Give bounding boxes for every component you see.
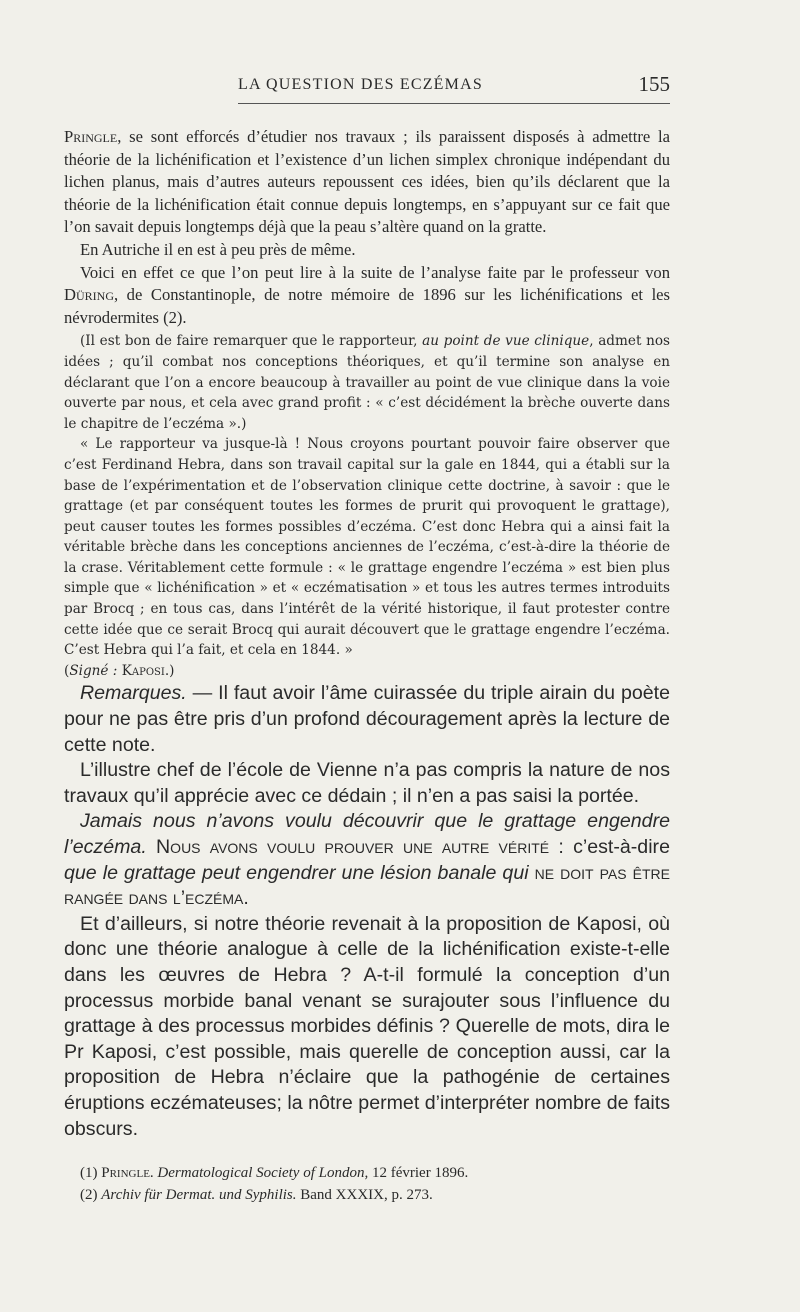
author-name: Pringle xyxy=(64,127,118,146)
page-header xyxy=(238,72,670,104)
paragraph-remarques: Remarques. — Il faut avoir l’âme cuirassée du triple airain du poète pour ne pas être pris d’un profond découragement après la lecture de cette note. xyxy=(64,682,670,756)
main-text xyxy=(64,126,670,1206)
page-number: 155 xyxy=(638,72,670,96)
paragraph-vienne: L’illustre chef de l’école de Vienne n’a pas compris la nature de nos travaux qu’il apprécie avec ce dédain ; il n’en a pas saisi la portée. xyxy=(64,759,670,807)
footnote-1: (1) Pringle. Dermatological Society of London, 12 février 1896. xyxy=(80,1165,469,1182)
running-title: LA QUESTION DES ECZÉMAS xyxy=(238,76,483,93)
signature-line: (Signé : Kaposi.) xyxy=(64,662,175,679)
section-label: Remarques. xyxy=(80,682,187,705)
paragraph-autriche: En Autriche il en est à peu près de même. xyxy=(80,239,356,259)
header-rule xyxy=(238,103,670,104)
author-name: Düring xyxy=(64,285,114,305)
paragraph-pringle: Pringle, se sont efforcés d’étudier nos travaux ; ils paraissent disposés à admettre la théorie de la lichénification et l’existence d’un lichen simplex chronique indépendant du lichen planus, mais d’autres auteurs repoussent ces idées, bien qu’ils déclarent que la théorie de la lichénification était connue depuis longtemps, en s’appuyant sur ce fait que l’on savait depuis longtemps déjà que la peau s’altère quand on la gratte. xyxy=(64,127,670,237)
footnotes xyxy=(64,1162,670,1206)
quote-paragraph: « Le rapporteur va jusque-là ! Nous croyons pourtant pouvoir faire observer que c’est Ferdinand Hebra, dans son travail capital sur la gale en 1844, qui a établi sur la base de l’expérimentation et de l’observation clinique cette doctrine, à savoir : que le grattage (et par conséquent toutes les formes de prurit qui provoquent le grattage), peut causer toutes les formes possibles d’eczéma. C’est donc Hebra qui a ainsi fait la véritable brèche dans les conceptions anciennes de l’eczéma, c’est-à-dire la théorie de la crase. Véritablement cette formule : « le grattage engendre l’eczéma » est bien plus simple que « lichénification » et « eczématisation » et tous les autres termes introduits par Brocq ; en tous cas, dans l’intérêt de la vérité historique, il faut protester contre cette idée que ce serait Brocq qui aurait découvert que le grattage engendre l’eczéma. C’est Hebra qui l’a fait, et cela en 1844. » xyxy=(64,436,670,659)
footnote-2: (2) Archiv für Dermat. und Syphilis. Band XXXIX, p. 273. xyxy=(80,1187,433,1204)
quote-paragraph: (Il est bon de faire remarquer que le rapporteur, au point de vue clinique, admet nos idées ; qu’il combat nos conceptions théoriques, et qu’il termine son analyse en déclarant que l’on a encore beaucoup à travailler au point de vue clinique dans la voie ouverte par nous, et cela avec grand profit : « c’est décidément la brèche ouverte dans le chapitre de l’eczéma ».) xyxy=(64,333,670,432)
paragraph-jamais: Jamais nous n’avons voulu découvrir que le grattage engendre l’eczéma. Nous avons voulu prouver une autre vérité : c’est-à-dire que le grattage peut engendrer une lésion banale qui ne doit pas être rangée dans l’eczéma. xyxy=(64,810,670,910)
paragraph-voici: Voici en effet ce que l’on peut lire à la suite de l’analyse faite par le professeur von Düring, de Constantinople, de notre mémoire de 1896 sur les lichénifications et les névrodermites (2). xyxy=(64,262,670,327)
paragraph-final: Et d’ailleurs, si notre théorie revenait à la proposition de Kaposi, où donc une théorie analogue à celle de la lichénification existe-t-elle dans les œuvres de Hebra ? A-t-il formulé la conception d’un processus morbide banal venant se surajouter sous l’influence du grattage à des processus morbides définis ? Querelle de mots, dira le Pr Kaposi, c’est possible, mais querelle de conception aussi, car la proposition de Hebra n’éclaire que la pathogénie de certaines éruptions eczémateuses; la nôtre permet d’interpréter nombre de faits obscurs. xyxy=(64,912,670,1140)
